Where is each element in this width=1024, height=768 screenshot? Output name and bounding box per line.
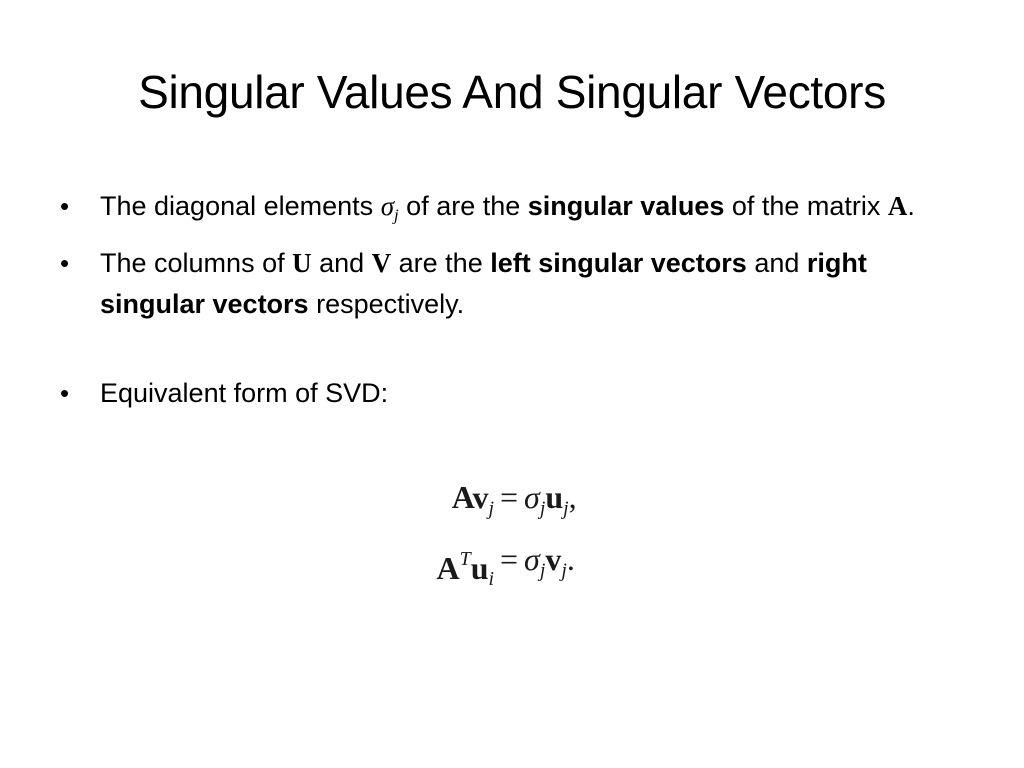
sigma-symbol: σ [380, 191, 395, 221]
equation-lhs [452, 474, 494, 531]
bullet-text: respectively. [308, 289, 465, 320]
subscript: j [561, 559, 567, 582]
vector-v: v [472, 479, 489, 515]
bullet-text: of are the [398, 191, 528, 221]
bullet-item-singular-vectors [60, 243, 960, 325]
bullet-marker: • [60, 378, 70, 409]
bold-term: singular values [527, 191, 725, 221]
equation-row [0, 536, 1024, 591]
matrix-a: A [436, 549, 460, 586]
equals-sign: = [500, 479, 519, 515]
bullet-item-singular-values [60, 186, 960, 235]
sigma-subscript: j [394, 205, 399, 225]
vector-u: u [470, 549, 489, 586]
equals-sign: = [500, 541, 519, 577]
sigma-symbol: σ [524, 479, 540, 515]
bullet-text: . [907, 191, 915, 221]
bullet-list [60, 186, 960, 422]
bold-term: left singular vectors [490, 248, 747, 279]
matrix-symbol-v: V [371, 248, 392, 279]
vector-v: v [545, 541, 562, 577]
punctuation: , [568, 479, 577, 515]
bullet-text: and [311, 248, 372, 279]
bullet-marker: • [60, 191, 70, 221]
vector-u: u [545, 479, 564, 515]
bullet-marker: • [60, 248, 70, 279]
matrix-symbol-u: U [292, 248, 312, 279]
equation-lhs [437, 536, 494, 602]
superscript-transpose: T [459, 548, 471, 570]
bold-term: right singular vectors [100, 248, 867, 320]
matrix-a: A [451, 479, 473, 515]
equation-rhs [494, 536, 575, 593]
punctuation: . [566, 541, 575, 577]
subscript: j [539, 497, 546, 520]
bullet-text: The diagonal elements [100, 191, 381, 221]
slide-title: Singular Values And Singular Vectors [138, 66, 886, 118]
subscript: i [488, 568, 494, 591]
sigma-symbol: σ [524, 541, 540, 577]
bullet-text: of the matrix [724, 191, 888, 221]
bullet-text: Equivalent form of SVD: [100, 378, 389, 409]
subscript: j [488, 497, 494, 520]
equation-row [0, 474, 1024, 520]
subscript: j [563, 497, 569, 520]
bullet-text: are the [391, 248, 491, 279]
subscript: j [539, 559, 546, 582]
bullet-text: The columns of [100, 248, 293, 279]
bullet-text: and [746, 248, 807, 279]
equation-rhs [494, 474, 577, 531]
bullet-item-equivalent-form [60, 373, 960, 414]
matrix-symbol: A [887, 191, 908, 221]
